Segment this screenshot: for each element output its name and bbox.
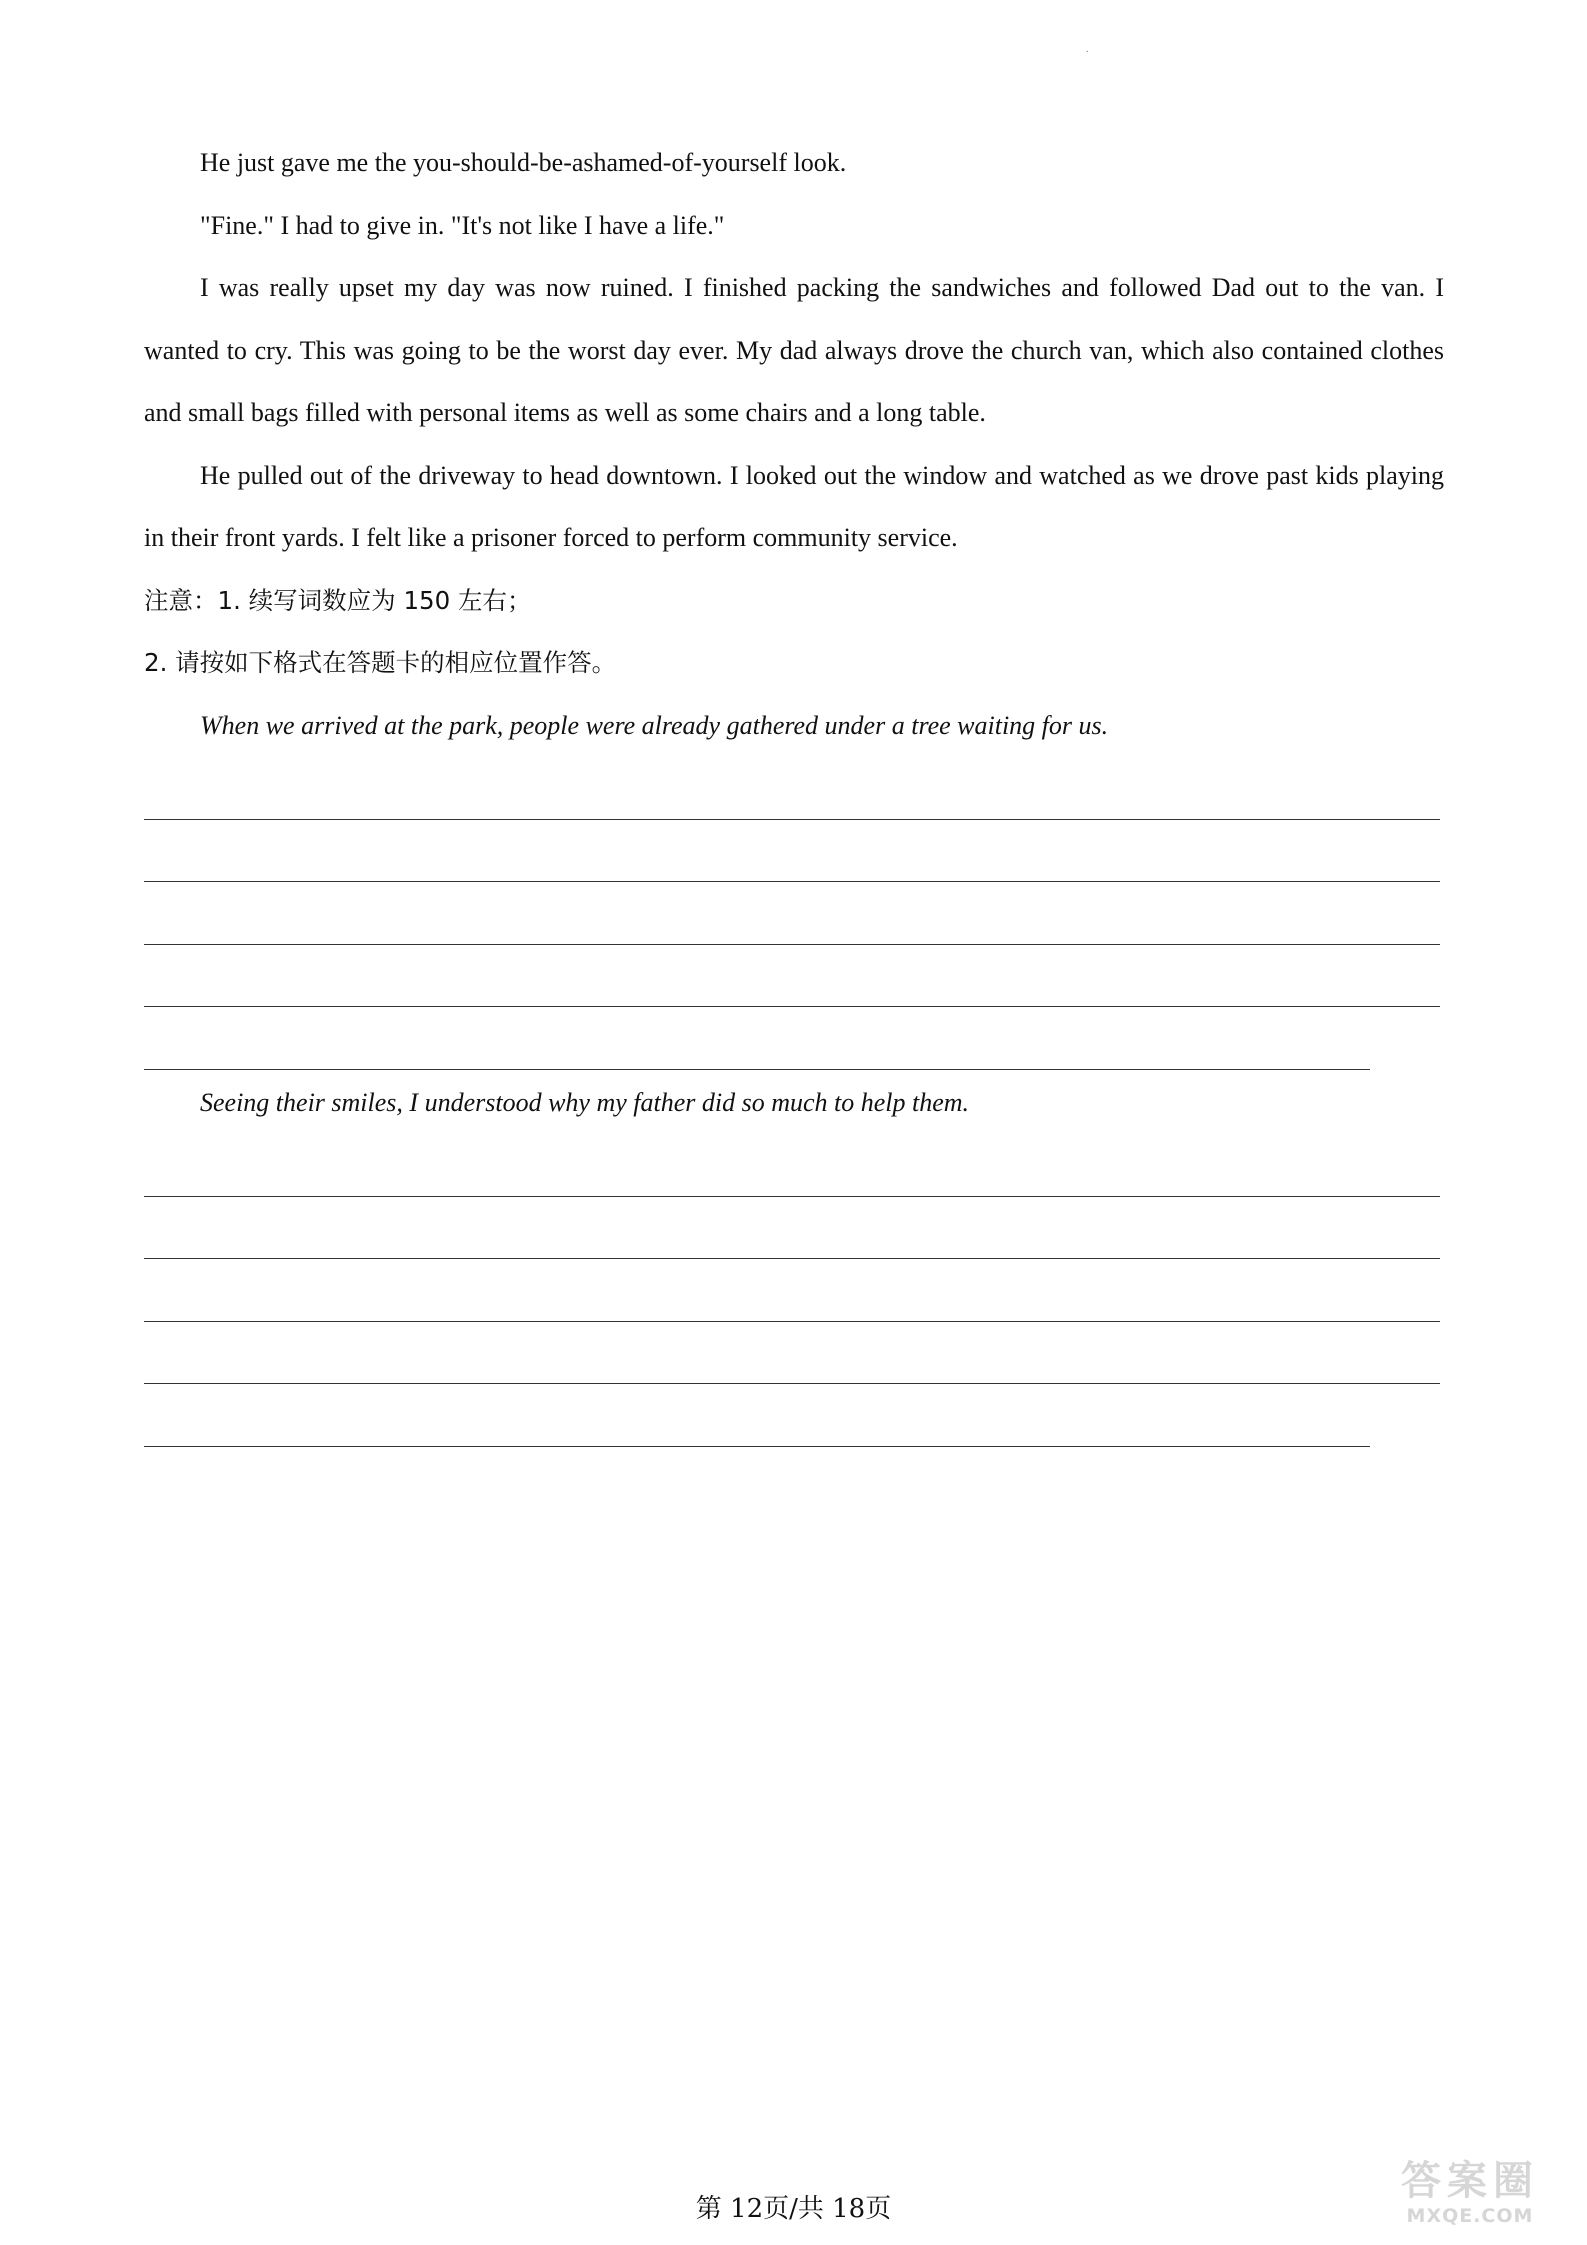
note-format: 2. 请按如下格式在答题卡的相应位置作答。 bbox=[144, 648, 617, 677]
answer-lines-2 bbox=[144, 1134, 1444, 1447]
story-paragraph-1: He just gave me the you-should-be-ashamed-of-yourself look. bbox=[200, 148, 847, 177]
answer-line[interactable] bbox=[144, 1197, 1440, 1260]
answer-lines-1 bbox=[144, 757, 1444, 1070]
continuation-prompt-2: Seeing their smiles, I understood why my father did so much to help them. bbox=[200, 1087, 970, 1117]
answer-line[interactable] bbox=[144, 1384, 1370, 1447]
page-footer: 第 12页/共 18页 bbox=[695, 2194, 892, 2224]
watermark-url: MXQE.COM bbox=[1406, 2205, 1534, 2227]
answer-line[interactable] bbox=[144, 1322, 1440, 1385]
answer-line[interactable] bbox=[144, 882, 1440, 945]
watermark-text: 答案圈 bbox=[1401, 2158, 1539, 2204]
watermark-logo bbox=[1375, 2158, 1565, 2238]
story-paragraph-2: "Fine." I had to give in. "It's not like I have a life." bbox=[200, 210, 725, 240]
stray-dot: . bbox=[1086, 44, 1089, 55]
answer-line[interactable] bbox=[144, 757, 1440, 820]
answer-line[interactable] bbox=[144, 820, 1440, 883]
note-word-count: 注意：1. 续写词数应为 150 左右； bbox=[144, 585, 532, 615]
page-content bbox=[144, 132, 1444, 1447]
answer-line[interactable] bbox=[144, 945, 1440, 1008]
answer-line[interactable] bbox=[144, 1259, 1440, 1322]
story-paragraph-4: He pulled out of the driveway to head downtown. I looked out the window and watched as we drove past kids playing in their front yards. I felt like a prisoner forced to perform community service. bbox=[144, 460, 1444, 552]
continuation-prompt-1: When we arrived at the park, people were already gathered under a tree waiting for us. bbox=[200, 710, 1109, 740]
answer-line[interactable] bbox=[144, 1007, 1370, 1070]
story-paragraph-3: I was really upset my day was now ruined. I finished packing the sandwiches and followed Dad out to the van. I wanted to cry. This was going to be the worst day ever. My dad always drove the church van, which also contained clothes and small bags filled with personal items as well as some chairs and a long table. bbox=[144, 273, 1444, 427]
answer-line[interactable] bbox=[144, 1134, 1440, 1197]
